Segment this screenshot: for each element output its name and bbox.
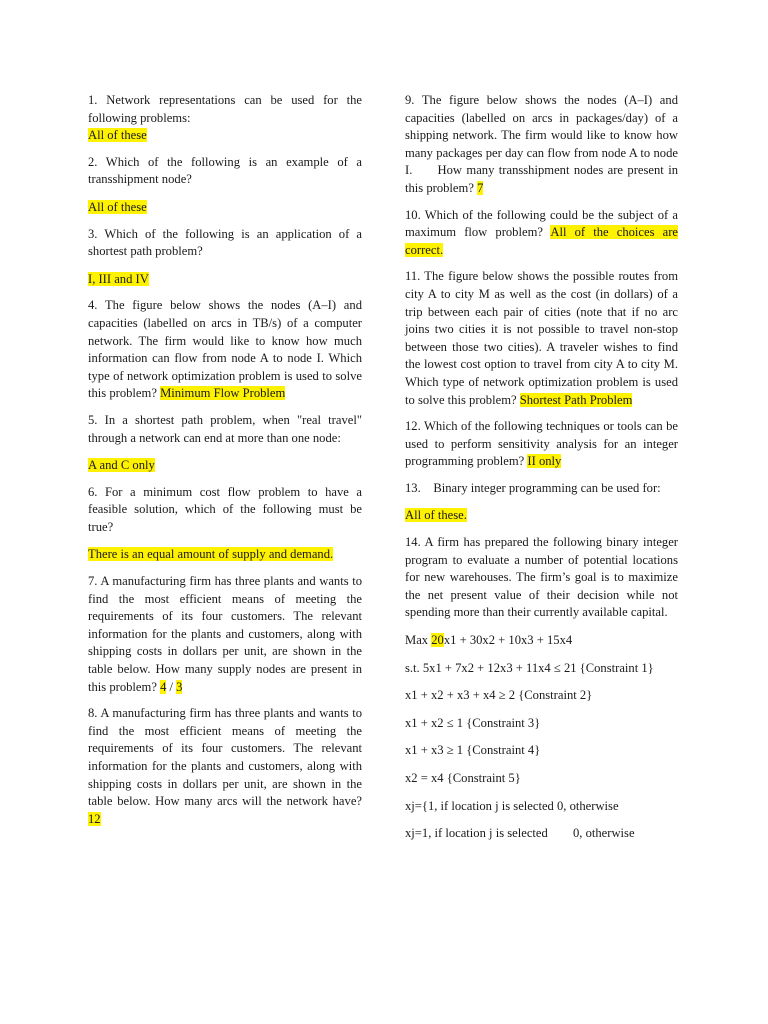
question-9-text: 9. The figure below shows the nodes (A–I) and capacities (labelled on arcs in packages/day) of a shipping network. The firm would like to know how many packages per day can flow from node A to node I. How many transshipment nodes are present in this problem? xyxy=(405,93,678,195)
question-1-answer: All of these xyxy=(88,128,147,143)
question-7 xyxy=(88,573,362,696)
question-5-answer: A and C only xyxy=(88,458,155,473)
constraint-1: s.t. 5x1 + 7x2 + 12x3 + 11x4 ≤ 21 {Constraint 1} xyxy=(405,660,654,675)
question-6 xyxy=(88,484,362,564)
question-10 xyxy=(405,207,678,260)
question-3-answer: I, III and IV xyxy=(88,271,149,286)
question-10-text: 10. Which of the following could be the subject of a maximum flow problem? xyxy=(405,207,678,240)
question-8 xyxy=(88,705,362,828)
question-13-text: 13. Binary integer programming can be used for: xyxy=(405,480,661,495)
question-10-answer: All of the choices are correct. xyxy=(405,225,678,257)
question-11-answer: Shortest Path Problem xyxy=(519,392,633,407)
binary-definition-2: xj=1, if location j is selected 0, otherwise xyxy=(405,826,635,841)
question-3-text: 3. Which of the following is an application of a shortest path problem? xyxy=(88,226,362,259)
question-3 xyxy=(88,226,362,289)
question-13 xyxy=(405,480,678,525)
question-13-answer: All of these. xyxy=(405,508,467,523)
question-4 xyxy=(88,297,362,403)
question-5-text: 5. In a shortest path problem, when "real travel" through a network can end at more than one node: xyxy=(88,412,362,445)
question-12-text: 12. Which of the following techniques or tools can be used to perform sensitivity analysis for an integer programming problem? xyxy=(405,419,678,469)
question-1-text: 1. Network representations can be used for the following problems: xyxy=(88,93,362,125)
binary-definition-1: xj={1, if location j is selected 0, otherwise xyxy=(405,798,619,813)
constraint-3: x1 + x2 ≤ 1 {Constraint 3} xyxy=(405,715,541,730)
question-2-answer: All of these xyxy=(88,199,147,214)
constraint-4: x1 + x3 ≥ 1 {Constraint 4} xyxy=(405,743,541,758)
question-7-text: 7. A manufacturing firm has three plants and wants to find the most efficient means of meeting the requirements of its four customers. The relevant information for the plants and customers, along with shipping costs in dollars per unit, are shown in the table below. How many supply nodes are present in this problem? xyxy=(88,574,362,694)
question-6-answer: There is an equal amount of supply and demand. xyxy=(88,547,334,562)
question-8-text: 8. A manufacturing firm has three plants and wants to find the most efficient means of meeting the requirements of its four customers. The relevant information for the plants and customers, along with shipping costs in dollars per unit, are shown in the table below. How many arcs will the network have? xyxy=(88,706,362,809)
question-11 xyxy=(405,268,678,409)
objective-function xyxy=(405,632,678,650)
question-12-answer: II only xyxy=(527,454,562,469)
question-5 xyxy=(88,412,362,475)
question-4-answer: Minimum Flow Problem xyxy=(160,386,286,401)
question-11-text: 11. The figure below shows the possible routes from city A to city M as well as the cost (in dollars) of a trip between each pair of cities (note that if no arc joins two cities it is not possible to travel non-stop between those two cities). A traveler wishes to find the lowest cost option to travel from city A to city M. Which type of network optimization problem is used to solve this problem? xyxy=(405,269,678,407)
question-7-answer-a: 4 xyxy=(160,679,167,694)
question-14-text: 14. A firm has prepared the following binary integer program to evaluate a number of potential locations for new warehouses. The firm’s goal is to maximize the net present value of their decision while not spending more than their currently available capital. xyxy=(405,535,678,620)
question-4-text: 4. The figure below shows the nodes (A–I) and capacities (labelled on arcs in TB/s) of a computer network. The firm would like to know how much information can flow from node A to node I. Which type of network optimization problem is used to solve this problem? xyxy=(88,298,362,401)
question-8-answer: 12 xyxy=(88,811,101,826)
constraint-2: x1 + x2 + x3 + x4 ≥ 2 {Constraint 2} xyxy=(405,688,593,703)
question-2-text: 2. Which of the following is an example of a transshipment node? xyxy=(88,154,362,187)
question-1 xyxy=(88,92,362,145)
question-12 xyxy=(405,418,678,471)
question-9 xyxy=(405,92,678,198)
question-7-separator: / xyxy=(166,679,177,694)
question-14 xyxy=(405,534,678,622)
question-7-answer-b: 3 xyxy=(176,679,183,694)
constraint-5: x2 = x4 {Constraint 5} xyxy=(405,771,521,785)
right-column xyxy=(405,92,678,852)
objective-prefix: Max xyxy=(405,633,432,648)
objective-rest: x1 + 30x2 + 10x3 + 15x4 xyxy=(443,633,573,648)
question-9-answer: 7 xyxy=(477,180,484,195)
objective-highlight: 20 xyxy=(431,633,444,648)
left-column xyxy=(88,92,362,837)
question-2 xyxy=(88,154,362,217)
question-6-text: 6. For a minimum cost flow problem to have a feasible solution, which of the following must be true? xyxy=(88,484,362,534)
